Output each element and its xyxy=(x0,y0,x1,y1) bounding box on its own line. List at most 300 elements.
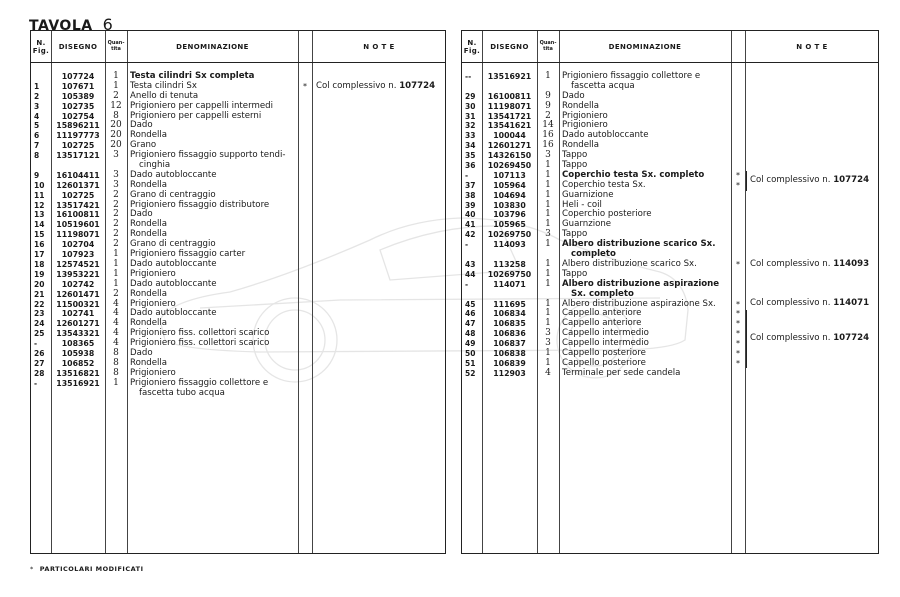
description-continued: cinghia xyxy=(139,160,171,171)
fig-number: 38 xyxy=(465,190,476,200)
drawing-number: 107923 xyxy=(61,250,95,260)
fig-number: 44 xyxy=(465,269,476,279)
fig-number: 50 xyxy=(465,348,476,358)
quantity: 8 xyxy=(113,347,119,358)
fig-number: 12 xyxy=(34,200,45,210)
table-row xyxy=(31,131,445,141)
modified-marker: * xyxy=(303,81,307,91)
table-row xyxy=(462,72,878,92)
quantity: 1 xyxy=(545,308,551,319)
drawing-number: 13541621 xyxy=(487,121,532,131)
fig-number: - xyxy=(465,170,469,180)
table-row xyxy=(31,359,445,369)
description: Tappo xyxy=(562,160,588,171)
quantity: 8 xyxy=(113,110,119,121)
fig-number: 5 xyxy=(34,121,40,131)
fig-number: 52 xyxy=(465,368,476,378)
drawing-number: 102735 xyxy=(61,101,95,111)
drawing-number: 102742 xyxy=(61,279,95,289)
drawing-number: 107113 xyxy=(493,170,526,180)
drawing-number: 12574521 xyxy=(56,259,100,269)
table-row xyxy=(462,220,878,230)
quantity: 2 xyxy=(113,189,119,200)
drawing-number: 11500321 xyxy=(56,299,100,309)
drawing-number: 102741 xyxy=(61,309,95,319)
drawing-number: 10519601 xyxy=(56,220,100,230)
quantity: 1 xyxy=(545,219,551,230)
description: Tappo xyxy=(562,150,588,161)
fig-number: 46 xyxy=(465,309,476,319)
header-disegno: DISEGNO xyxy=(490,42,529,51)
fig-number: 25 xyxy=(34,329,45,339)
drawing-number: 103796 xyxy=(493,210,526,220)
quantity: 1 xyxy=(545,357,551,368)
fig-number: 22 xyxy=(34,299,45,309)
drawing-number: 13517421 xyxy=(56,200,100,210)
table-row xyxy=(462,309,878,319)
drawing-number: 15896211 xyxy=(56,121,100,131)
drawing-number: 105965 xyxy=(493,220,526,230)
quantity: 3 xyxy=(545,338,551,349)
drawing-number: 12601371 xyxy=(56,180,100,190)
description-continued: fascetta tubo acqua xyxy=(139,387,225,398)
description: Prigioniero xyxy=(130,298,176,309)
drawing-number: 106838 xyxy=(493,348,526,358)
note-col-complessivo: Col complessivo n. 107724 xyxy=(750,175,870,185)
table-row xyxy=(31,121,445,131)
quantity: 1 xyxy=(545,268,551,279)
title-word: TAVOLA xyxy=(29,18,93,34)
header-note: N O T E xyxy=(796,42,828,51)
fig-number: 2 xyxy=(34,91,40,101)
description: Tappo xyxy=(562,229,588,240)
quantity: 9 xyxy=(545,100,551,111)
fig-number: 26 xyxy=(34,348,45,358)
description: Albero distribuzione aspirazione Sx. xyxy=(562,298,716,309)
description: Dado autobloccante xyxy=(130,258,217,269)
fig-number: 34 xyxy=(465,141,476,151)
description: Tappo xyxy=(562,268,588,279)
fig-number: 9 xyxy=(34,170,40,180)
quantity: 1 xyxy=(545,209,551,220)
brace-bracket xyxy=(746,171,747,191)
quantity: 1 xyxy=(113,278,119,289)
description: Dado autobloccante xyxy=(130,169,217,180)
drawing-number: 10269750 xyxy=(487,269,532,279)
fig-number: 43 xyxy=(465,259,476,269)
description: Cappello intermedio xyxy=(562,328,649,339)
fig-number: 49 xyxy=(465,339,476,349)
quantity: 3 xyxy=(545,328,551,339)
drawing-number: 102725 xyxy=(61,190,95,200)
quantity: 16 xyxy=(542,130,554,141)
header-denominazione: DENOMINAZIONE xyxy=(176,42,249,51)
brace-bracket xyxy=(746,310,747,368)
drawing-number: 114071 xyxy=(493,279,526,289)
fig-number: 47 xyxy=(465,319,476,329)
quantity: 1 xyxy=(545,71,551,81)
drawing-number: 13516921 xyxy=(56,378,100,388)
drawing-number: 106852 xyxy=(61,358,95,368)
table-row xyxy=(31,290,445,300)
drawing-number: 111695 xyxy=(493,299,526,309)
table-row xyxy=(462,92,878,102)
note-col-complessivo: Col complessivo n. 107724 xyxy=(750,333,870,343)
description: Rondella xyxy=(562,100,600,111)
quantity: 2 xyxy=(113,288,119,299)
modified-marker: * xyxy=(736,259,740,269)
note-col-complessivo: Col complessivo n. 107724 xyxy=(316,81,436,91)
footnote-text: PARTICOLARI MODIFICATI xyxy=(39,565,144,573)
quantity: 2 xyxy=(113,199,119,210)
modified-marker: * xyxy=(736,180,740,190)
description: Prigioniero xyxy=(562,110,608,121)
description: Dado xyxy=(130,209,153,220)
table-row xyxy=(462,121,878,131)
quantity: 1 xyxy=(545,347,551,358)
fig-number: 6 xyxy=(34,131,40,141)
fig-number: 37 xyxy=(465,180,476,190)
drawing-number: 104694 xyxy=(493,190,526,200)
quantity: 3 xyxy=(113,169,119,180)
description: Coperchio testa Sx. completo xyxy=(562,169,705,180)
quantity: 2 xyxy=(545,110,551,121)
fig-number: 18 xyxy=(34,259,45,269)
description: Rondella xyxy=(130,179,168,190)
description: Rondella xyxy=(130,357,168,368)
fig-number: 32 xyxy=(465,121,476,131)
description: Dado autobloccante xyxy=(130,278,217,289)
table-row xyxy=(31,201,445,211)
table-row xyxy=(31,309,445,319)
header-quantita: Quan- tita xyxy=(539,40,557,52)
table-row xyxy=(462,349,878,359)
description: Dado xyxy=(130,120,153,131)
footnote-symbol: * xyxy=(30,565,34,573)
drawing-number: 102704 xyxy=(61,240,95,250)
table-row xyxy=(31,171,445,181)
table-row xyxy=(462,191,878,201)
description: Dado autobloccante xyxy=(130,308,217,319)
description: Cappello posteriore xyxy=(562,357,646,368)
table-row xyxy=(31,270,445,280)
fig-number: 39 xyxy=(465,200,476,210)
fig-number: 29 xyxy=(465,91,476,101)
header-quantita: Quan- tita xyxy=(107,40,125,52)
fig-number: 23 xyxy=(34,309,45,319)
fig-number: 24 xyxy=(34,319,45,329)
description: Guarnizione xyxy=(562,189,614,200)
table-row xyxy=(31,349,445,359)
quantity: 1 xyxy=(545,298,551,309)
fig-number: -- xyxy=(465,72,472,81)
description: Prigioniero fissaggio supporto tendi- xyxy=(130,150,286,161)
fig-number: 35 xyxy=(465,151,476,161)
quantity: 3 xyxy=(113,179,119,190)
drawing-number: 108365 xyxy=(61,339,95,349)
quantity: 4 xyxy=(113,298,119,309)
table-row xyxy=(462,369,878,379)
table-body-left xyxy=(31,72,445,398)
modified-marker: * xyxy=(736,170,740,180)
description: Prigioniero fissaggio collettore e xyxy=(562,71,701,81)
header-note: N O T E xyxy=(363,42,395,51)
quantity: 8 xyxy=(113,367,119,378)
drawing-number: 13543321 xyxy=(56,329,100,339)
drawing-number: 102754 xyxy=(61,111,95,121)
fig-number: 19 xyxy=(34,269,45,279)
description: Prigioniero fiss. collettori scarico xyxy=(130,328,270,339)
note-col-complessivo: Col complessivo n. 114093 xyxy=(750,259,870,269)
quantity: 1 xyxy=(113,258,119,269)
fig-number: 16 xyxy=(34,240,45,250)
quantity: 3 xyxy=(545,150,551,161)
description: Dado xyxy=(130,347,153,358)
table-row xyxy=(462,151,878,161)
fig-number: 4 xyxy=(34,111,40,121)
description: Rondella xyxy=(130,318,168,329)
quantity: 12 xyxy=(110,100,122,111)
fig-number: 30 xyxy=(465,101,476,111)
drawing-number: 112903 xyxy=(493,368,526,378)
drawing-number: 10269750 xyxy=(487,230,532,240)
quantity: 4 xyxy=(113,338,119,349)
fig-number: 48 xyxy=(465,329,476,339)
table-row xyxy=(31,379,445,399)
header-divider xyxy=(31,62,445,63)
drawing-number: 12601471 xyxy=(56,289,100,299)
description: Prigioniero fissaggio distributore xyxy=(130,199,270,210)
header-fig: N. Fig. xyxy=(32,38,50,55)
description: Prigioniero xyxy=(130,367,176,378)
drawing-number: 106839 xyxy=(493,358,526,368)
fig-number: 7 xyxy=(34,141,40,151)
table-row xyxy=(31,230,445,240)
description: Prigioniero fissaggio carter xyxy=(130,249,246,260)
fig-number: 20 xyxy=(34,279,45,289)
fig-number: 10 xyxy=(34,180,45,190)
quantity: 9 xyxy=(545,90,551,101)
quantity: 2 xyxy=(113,229,119,240)
description: Grano di centraggio xyxy=(130,189,216,200)
quantity: 1 xyxy=(113,71,119,81)
description: Testa cilindri Sx completa xyxy=(130,71,255,81)
description-continued: completo xyxy=(571,249,616,260)
drawing-number: 11198071 xyxy=(56,230,100,240)
drawing-number: 106836 xyxy=(493,329,526,339)
drawing-number: 105389 xyxy=(61,91,95,101)
drawing-number: 106835 xyxy=(493,319,526,329)
description: Coperchio testa Sx. xyxy=(562,179,646,190)
table-row xyxy=(31,260,445,270)
drawing-number: 114093 xyxy=(493,240,526,250)
quantity: 1 xyxy=(113,80,119,91)
modified-marker: * xyxy=(736,309,740,319)
description: Prigioniero xyxy=(562,120,608,131)
quantity: 2 xyxy=(113,219,119,230)
table-row xyxy=(462,201,878,211)
quantity: 3 xyxy=(113,150,119,161)
description: Heli - coil xyxy=(562,199,602,210)
header-fig: N. Fig. xyxy=(463,38,481,55)
description: Prigioniero fissaggio collettore e xyxy=(130,377,269,388)
description: Coperchio posteriore xyxy=(562,209,652,220)
description: Anello di tenuta xyxy=(130,90,199,101)
quantity: 16 xyxy=(542,140,554,151)
quantity: 1 xyxy=(545,199,551,210)
drawing-number: 13541721 xyxy=(487,111,532,121)
fig-number: 33 xyxy=(465,131,476,141)
fig-number: 15 xyxy=(34,230,45,240)
fig-number: 11 xyxy=(34,190,45,200)
table-row xyxy=(462,131,878,141)
quantity: 20 xyxy=(110,120,122,131)
description-continued: Sx. completo xyxy=(571,288,634,299)
description: Grano xyxy=(130,140,157,151)
drawing-number: 11197773 xyxy=(56,131,100,141)
drawing-number: 105964 xyxy=(493,180,526,190)
table-row xyxy=(31,181,445,191)
quantity: 4 xyxy=(113,308,119,319)
description: Prigioniero per cappelli esterni xyxy=(130,110,262,121)
quantity: 2 xyxy=(113,239,119,250)
quantity: 2 xyxy=(113,209,119,220)
header-divider xyxy=(462,62,878,63)
table-row xyxy=(31,112,445,122)
drawing-number: 105938 xyxy=(61,348,95,358)
drawing-number: 14326150 xyxy=(487,151,532,161)
modified-marker: * xyxy=(736,299,740,309)
description: Prigioniero xyxy=(130,268,176,279)
footnote xyxy=(30,565,143,573)
description: Testa cilindri Sx xyxy=(130,80,197,91)
drawing-number: 13953221 xyxy=(56,269,100,279)
description: Cappello intermedio xyxy=(562,338,649,349)
quantity: 3 xyxy=(545,229,551,240)
note-col-complessivo: Col complessivo n. 114071 xyxy=(750,298,870,308)
quantity: 1 xyxy=(545,278,551,289)
quantity: 4 xyxy=(113,328,119,339)
fig-number: 1 xyxy=(34,81,40,91)
description: Cappello posteriore xyxy=(562,347,646,358)
parts-table-left xyxy=(30,30,446,554)
quantity: 1 xyxy=(545,179,551,190)
description: Rondella xyxy=(130,219,168,230)
drawing-number: 100044 xyxy=(493,131,526,141)
fig-number: 21 xyxy=(34,289,45,299)
header-disegno: DISEGNO xyxy=(58,42,98,51)
description: Rondella xyxy=(562,140,600,151)
table-row xyxy=(31,300,445,310)
table-row xyxy=(462,112,878,122)
fig-number: - xyxy=(34,378,38,388)
table-row xyxy=(31,210,445,220)
modified-marker: * xyxy=(736,339,740,349)
fig-number: 13 xyxy=(34,210,45,220)
quantity: 1 xyxy=(545,258,551,269)
modified-marker: * xyxy=(736,348,740,358)
fig-number: 27 xyxy=(34,358,45,368)
fig-number: 17 xyxy=(34,250,45,260)
table-row xyxy=(31,220,445,230)
quantity: 4 xyxy=(545,367,551,378)
quantity: 20 xyxy=(110,140,122,151)
drawing-number: 13516921 xyxy=(487,72,532,81)
fig-number: - xyxy=(465,240,469,250)
description: Dado autobloccante xyxy=(562,130,649,141)
table-row xyxy=(462,102,878,112)
table-row xyxy=(462,141,878,151)
drawing-number: 12601271 xyxy=(56,319,100,329)
drawing-number: 13516821 xyxy=(56,368,100,378)
quantity: 1 xyxy=(113,249,119,260)
quantity: 2 xyxy=(113,90,119,101)
table-row xyxy=(31,280,445,290)
quantity: 4 xyxy=(113,318,119,329)
fig-number: - xyxy=(34,339,38,349)
drawing-number: 10269450 xyxy=(487,161,532,171)
table-row xyxy=(462,280,878,300)
drawing-number: 16100811 xyxy=(56,210,100,220)
fig-number: 40 xyxy=(465,210,476,220)
drawing-number: 107671 xyxy=(61,81,95,91)
modified-marker: * xyxy=(736,319,740,329)
description-continued: fascetta acqua xyxy=(571,80,635,91)
description: Rondella xyxy=(130,229,168,240)
description: Dado xyxy=(562,90,585,101)
title-number: 6 xyxy=(102,15,114,34)
quantity: 1 xyxy=(113,377,119,388)
description: Albero distribuzione aspirazione xyxy=(562,278,720,289)
drawing-number: 113258 xyxy=(493,259,526,269)
fig-number: 45 xyxy=(465,299,476,309)
parts-table-right xyxy=(461,30,879,554)
table-row xyxy=(31,250,445,260)
table-row xyxy=(462,240,878,260)
drawing-number: 106837 xyxy=(493,339,526,349)
drawing-number: 106834 xyxy=(493,309,526,319)
fig-number: 28 xyxy=(34,368,45,378)
description: Cappello anteriore xyxy=(562,308,642,319)
drawing-number: 12601271 xyxy=(487,141,532,151)
table-row xyxy=(462,319,878,329)
fig-number: 14 xyxy=(34,220,45,230)
quantity: 1 xyxy=(545,160,551,171)
fig-number: 3 xyxy=(34,101,40,111)
description: Guarnzione xyxy=(562,219,612,230)
fig-number: 41 xyxy=(465,220,476,230)
quantity: 1 xyxy=(545,318,551,329)
drawing-number: 16104411 xyxy=(56,170,100,180)
quantity: 14 xyxy=(542,120,554,131)
quantity: 8 xyxy=(113,357,119,368)
fig-number: 51 xyxy=(465,358,476,368)
drawing-number: 13517121 xyxy=(56,151,100,161)
drawing-number: 107724 xyxy=(61,72,95,81)
header-denominazione: DENOMINAZIONE xyxy=(608,42,682,51)
drawing-number: 102725 xyxy=(61,141,95,151)
fig-number: 36 xyxy=(465,161,476,171)
description: Prigioniero fiss. collettori scarico xyxy=(130,338,270,349)
fig-number: 31 xyxy=(465,111,476,121)
description: Prigioniero per cappelli intermedi xyxy=(130,100,273,111)
description: Terminale per sede candela xyxy=(562,367,681,378)
drawing-number: 11198071 xyxy=(487,101,532,111)
table-row xyxy=(31,151,445,171)
drawing-number: 16100811 xyxy=(487,91,532,101)
description: Rondella xyxy=(130,288,168,299)
modified-marker: * xyxy=(736,329,740,339)
